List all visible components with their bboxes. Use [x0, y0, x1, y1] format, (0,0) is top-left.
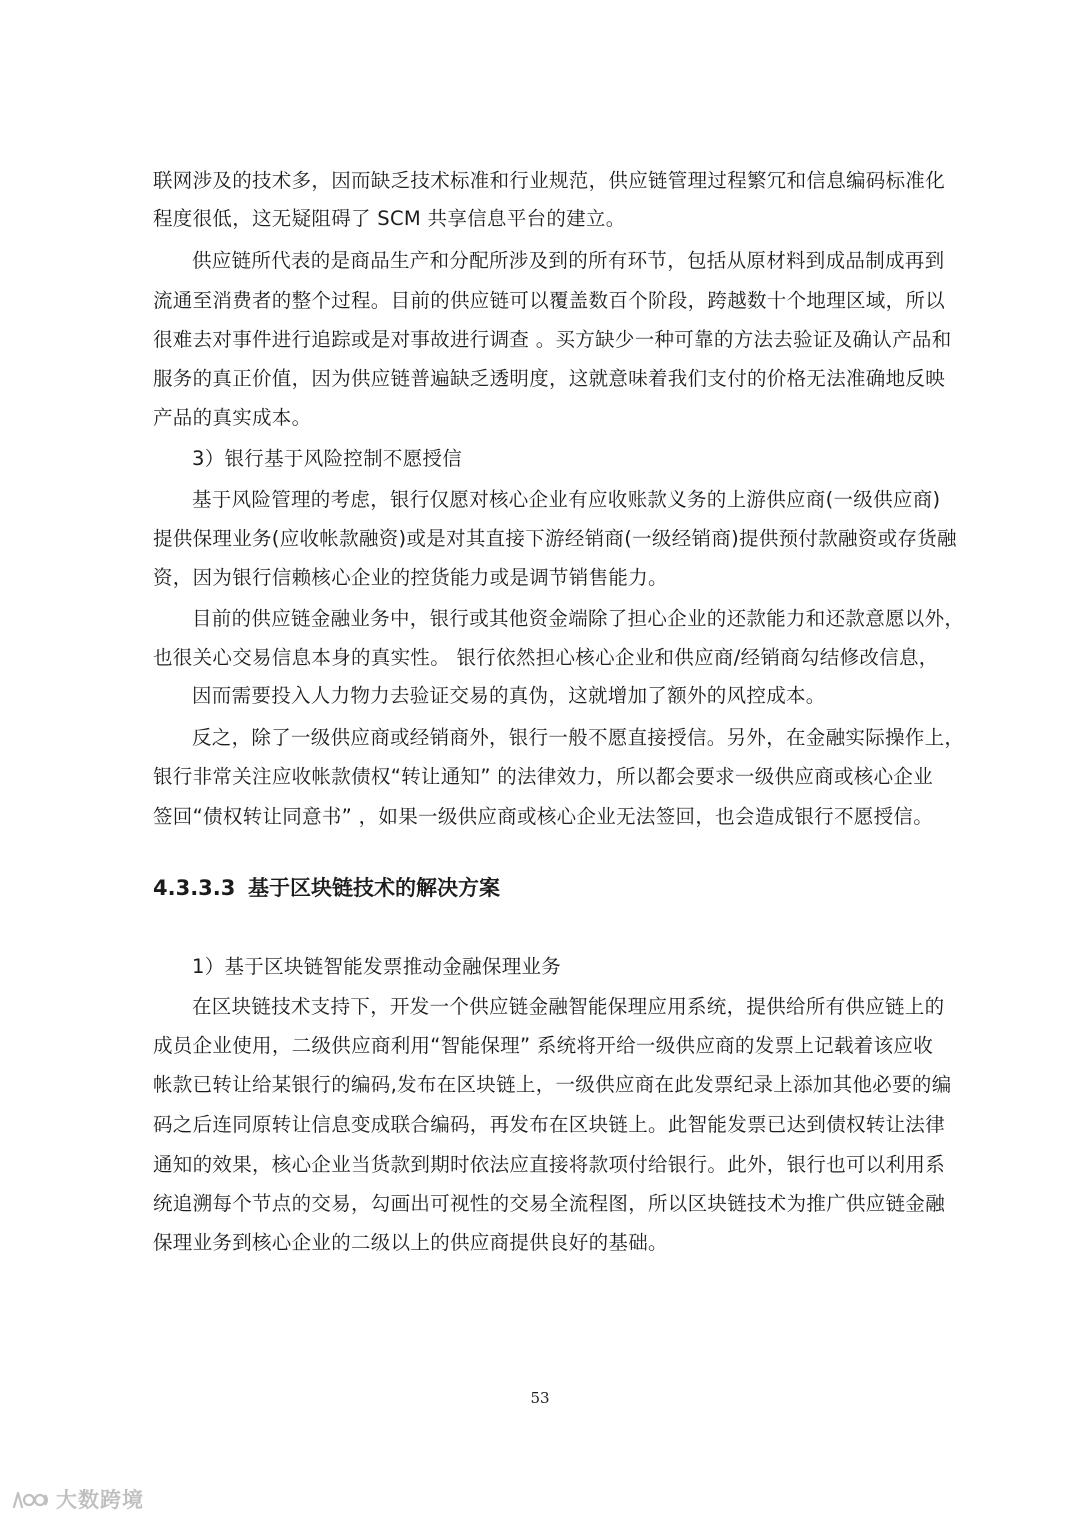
watermark-text: 大数跨境	[56, 1488, 144, 1512]
paragraph-3-line-3: 资，因为银行信赖核心企业的控货能力或是调节销售能力。	[153, 566, 668, 589]
section-title: 基于区块链技术的解决方案	[248, 876, 500, 900]
paragraph-6-line-6: 统追溯每个节点的交易，勾画出可视性的交易全流程图，所以区块链技术为推广供应链金融	[153, 1192, 946, 1215]
page-number: 53	[530, 1389, 550, 1407]
paragraph-4-line-3: 因而需要投入人力物力去验证交易的真伪，这就增加了额外的风控成本。	[192, 684, 826, 707]
paragraph-2-line-4: 服务的真正价值，因为供应链普遍缺乏透明度，这就意味着我们支付的价格无法准确地反映	[153, 367, 946, 390]
paragraph-4-line-2: 也很关心交易信息本身的真实性。 银行依然担心核心企业和供应商/经销商勾结修改信息，	[153, 646, 939, 669]
dashujk-logo-icon	[12, 1489, 50, 1511]
paragraph-2-line-3: 很难去对事件进行追踪或是对事故进行调查 。买方缺少一种可靠的方法去验证及确认产品和	[153, 328, 952, 351]
paragraph-6-line-7: 保理业务到核心企业的二级以上的供应商提供良好的基础。	[153, 1231, 668, 1254]
paragraph-2-line-2: 流通至消费者的整个过程。目前的供应链可以覆盖数百个阶段，跨越数十个地理区域，所以	[153, 289, 946, 312]
paragraph-5-line-2: 银行非常关注应收帐款债权“转让通知” 的法律效力，所以都会要求一级供应商或核心企业	[153, 765, 933, 788]
paragraph-2-line-1: 供应链所代表的是商品生产和分配所涉及到的所有环节，包括从原材料到成品制成再到	[192, 249, 945, 272]
paragraph-5-line-3: 签回“债权转让同意书” ，如果一级供应商或核心企业无法签回，也会造成银行不愿授信。	[153, 805, 934, 828]
paragraph-1-line-1: 联网涉及的技术多，因而缺乏技术标准和行业规范，供应链管理过程繁冗和信息编码标准化	[153, 169, 946, 192]
paragraph-6-line-5: 通知的效果，核心企业当货款到期时依法应直接将款项付给银行。此外，银行也可以利用系	[153, 1153, 946, 1176]
paragraph-6-line-2: 成员企业使用，二级供应商利用“智能保理” 系统将开给一级供应商的发票上记载着该应收	[153, 1034, 933, 1057]
list-item-1: 1）基于区块链智能发票推动金融保理业务	[192, 955, 562, 978]
paragraph-6-line-1: 在区块链技术支持下，开发一个供应链金融智能保理应用系统，提供给所有供应链上的	[192, 995, 945, 1018]
paragraph-3-line-1: 基于风险管理的考虑，银行仅愿对核心企业有应收账款义务的上游供应商(一级供应商)	[192, 488, 941, 511]
paragraph-6-line-3: 帐款已转让给某银行的编码,发布在区块链上，一级供应商在此发票纪录上添加其他必要的编	[153, 1073, 952, 1096]
section-number: 4.3.3.3	[153, 876, 236, 900]
paragraph-3-line-2: 提供保理业务(应收帐款融资)或是对其直接下游经销商(一级经销商)提供预付款融资或存货融	[153, 527, 957, 550]
list-item-3: 3）银行基于风险控制不愿授信	[192, 447, 463, 470]
paragraph-1-line-2: 程度很低，这无疑阻碍了 SCM 共享信息平台的建立。	[153, 207, 626, 230]
paragraph-6-line-4: 码之后连同原转让信息变成联合编码，再发布在区块链上。此智能发票已达到债权转让法律	[153, 1113, 946, 1136]
paragraph-5-line-1: 反之，除了一级供应商或经销商外，银行一般不愿直接授信。另外，在金融实际操作上，	[192, 726, 965, 749]
paragraph-2-line-5: 产品的真实成本。	[153, 406, 312, 429]
watermark	[12, 1487, 144, 1513]
section-heading	[153, 873, 500, 903]
paragraph-4-line-1: 目前的供应链金融业务中，银行或其他资金端除了担心企业的还款能力和还款意愿以外，	[192, 607, 965, 630]
